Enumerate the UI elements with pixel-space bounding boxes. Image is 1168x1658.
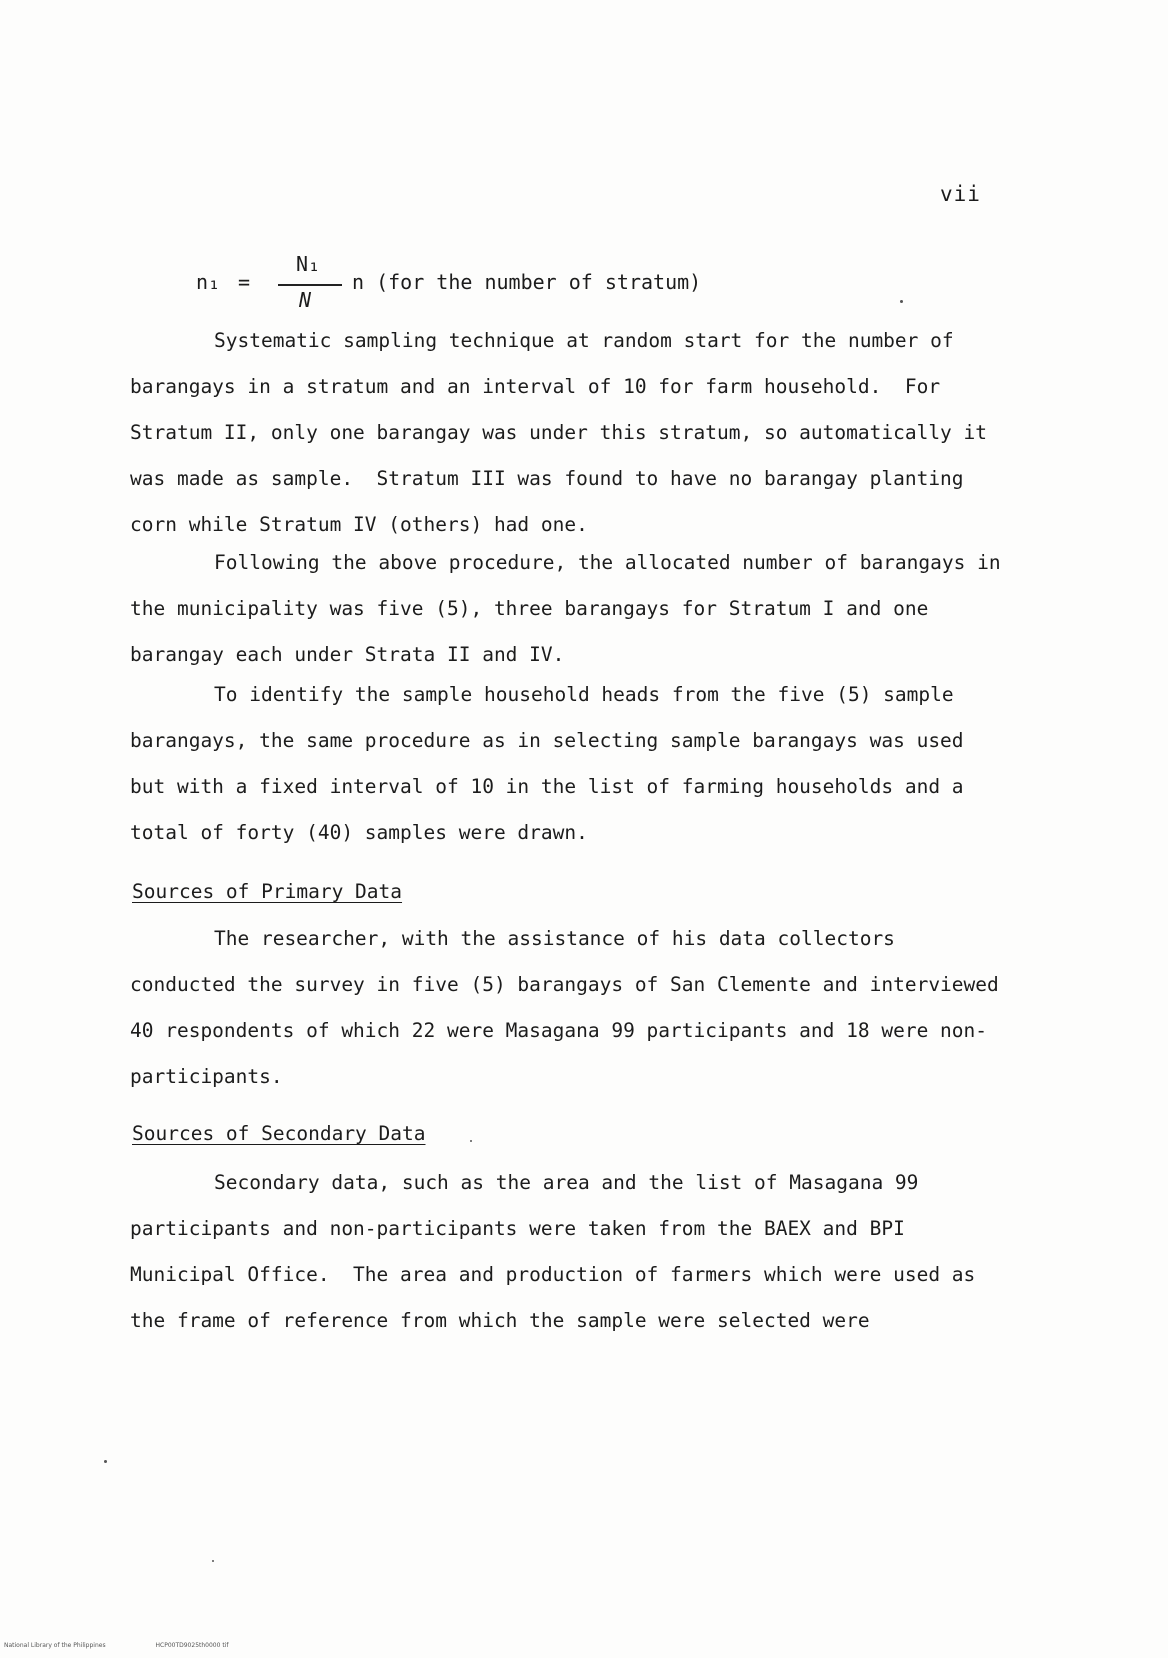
footer-file-id: HCP00TD9025th0000 tif: [155, 1642, 229, 1649]
footer-library: National Library of the Philippines: [4, 1642, 106, 1649]
scan-speck: [470, 1140, 472, 1142]
heading-secondary-data: Sources of Secondary Data: [132, 1122, 426, 1145]
formula-lhs: n₁: [196, 270, 221, 294]
page-number: vii: [940, 182, 981, 206]
formula-equals: =: [238, 270, 251, 294]
scan-footer: [4, 1642, 276, 1649]
paragraph-primary-data: The researcher, with the assistance of his data collectors conducted the survey in five (5) barangays of San Clemente and interviewed 40 respondents of which 22 were Masagana 99 participants and 18 were non-participants.: [130, 927, 1011, 1088]
sample-size-formula: [196, 252, 756, 318]
scan-speck: [212, 1560, 214, 1562]
formula-numerator: N₁: [296, 252, 321, 276]
scan-speck: [900, 300, 903, 303]
formula-rhs: n (for the number of stratum): [352, 270, 702, 294]
formula-fraction-bar: [278, 284, 342, 286]
heading-primary-data: Sources of Primary Data: [132, 880, 403, 903]
paragraph-household-selection: To identify the sample household heads from the five (5) sample barangays, the same procedure as in selecting sample barangays was used but with a fixed interval of 10 in the list of farming households and a total of forty (40) samples were drawn.: [130, 683, 976, 844]
formula-denominator: N: [299, 288, 312, 312]
scan-speck: [104, 1460, 107, 1463]
paragraph-systematic-sampling: Systematic sampling technique at random start for the number of barangays in a stratum and an interval of 10 for farm household. For Stratum II, only one barangay was under this stratum, so automatically it was made as sample. Stratum III was found to have no barangay planting corn while Stratum IV (others) had one.: [130, 329, 999, 536]
paragraph-allocation: Following the above procedure, the allocated number of barangays in the municipality was five (5), three barangays for Stratum I and one barangay each under Strata II and IV.: [130, 551, 1013, 666]
paragraph-secondary-data: Secondary data, such as the area and the list of Masagana 99 participants and non-participants were taken from the BAEX and BPI Municipal Office. The area and production of farmers which were used as the frame of reference from which the sample were selected were: [130, 1171, 988, 1332]
